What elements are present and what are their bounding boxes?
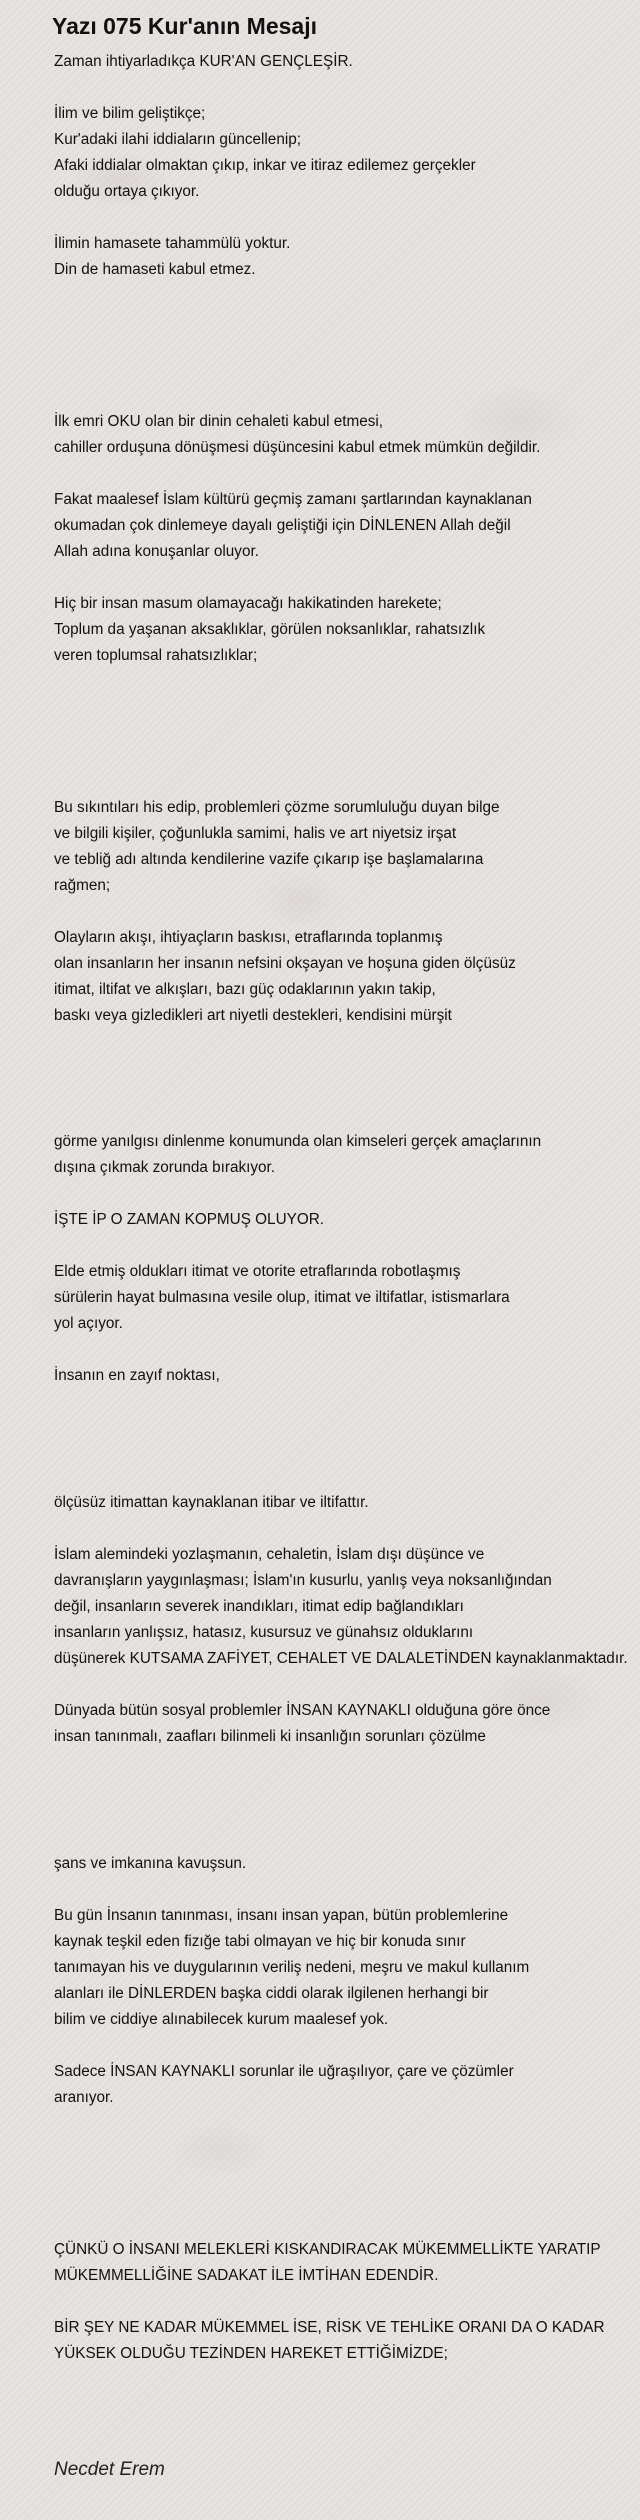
text-line: sürülerin hayat bulmasına vesile olup, itimat ve iltifatlar, istismarlara [54,1289,510,1306]
text-line: ÇÜNKÜ O İNSANI MELEKLERİ KISKANDIRACAK MÜKEMMELLİKTE YARATIP [54,2241,601,2258]
text-line: İlimin hamasete tahammülü yoktur. [54,235,291,252]
text-line: ve bilgili kişiler, çoğunlukla samimi, halis ve art niyetsiz irşat [54,825,457,842]
text-line: cahiller orduşuna dönüşmesi düşüncesini kabul etmek mümkün değildir. [54,439,541,456]
text-line: olan insanların her insanın nefsini okşayan ve hoşuna giden ölçüsüz [54,955,516,972]
text-line: Dünyada bütün sosyal problemler İNSAN KAYNAKLI olduğuna göre önce [54,1702,551,1719]
text-line: BİR ŞEY NE KADAR MÜKEMMEL İSE, RİSK VE TEHLİKE ORANI DA O KADAR [54,2319,605,2336]
text-line: itimat, iltifat ve alkışları, bazı güç odaklarının yakın takip, [54,981,436,998]
text-line: MÜKEMMELLİĞİNE SADAKAT İLE İMTİHAN EDENDİR. [54,2267,439,2284]
text-line: YÜKSEK OLDUĞU TEZİNDEN HAREKET ETTİĞİMİZDE; [54,2345,448,2362]
text-line: görme yanılgısı dinlenme konumunda olan kimseleri gerçek amaçlarının [54,1133,542,1150]
text-line: kaynak teşkil eden fizığe tabi olmayan ve hiç bir konuda sınır [54,1933,466,1950]
text-line: İŞTE İP O ZAMAN KOPMUŞ OLUYOR. [54,1211,325,1228]
text-line: Olayların akışı, ihtiyaçların baskısı, etraflarında toplanmış [54,929,443,946]
text-line: ve tebliğ adı altında kendilerine vazife çıkarıp işe başlamalarına [54,851,484,868]
text-line: Zaman ihtiyarladıkça KUR'AN GENÇLEŞİR. [54,53,353,70]
text-line: Din de hamaseti kabul etmez. [54,261,256,278]
text-line: Kur'adaki ilahi iddiaların güncellenip; [54,131,301,148]
text-line: Toplum da yaşanan aksaklıklar, görülen noksanlıklar, rahatsızlık [54,621,486,638]
text-line: şans ve imkanına kavuşsun. [54,1855,247,1872]
text-line: Bu sıkıntıları his edip, problemleri çözme sorumluluğu duyan bilge [54,799,500,816]
text-line: Afaki iddialar olmaktan çıkıp, inkar ve itiraz edilemez gerçekler [54,157,476,174]
text-line: bilim ve ciddiye alınabilecek kurum maalesef yok. [54,2011,389,2028]
text-line: değil, insanların severek inandıkları, itimat edip bağlandıkları [54,1598,464,1615]
page-title: Yazı 075 Kur'anın Mesajı [52,13,317,39]
text-line: Bu gün İnsanın tanınması, insanı insan yapan, bütün problemlerine [54,1907,509,1924]
text-line: Hiç bir insan masum olamayacağı hakikatinden harekete; [54,595,442,612]
text-line: dışına çıkmak zorunda bırakıyor. [54,1159,276,1176]
text-line: tanımayan his ve duygularının veriliş nedeni, meşru ve makul kullanım [54,1959,530,1976]
text-line: rağmen; [54,877,111,894]
text-line: okumadan çok dinlemeye dayalı geliştiği için DİNLENEN Allah değil [54,517,511,534]
text-line: insan tanınmalı, zaafları bilinmeli ki insanlığın sorunları çözülme [54,1728,486,1745]
text-line: alanları ile DİNLERDEN başka ciddi olarak ilgilenen herhangi bir [54,1985,489,2002]
text-line: İslam alemindeki yozlaşmanın, cehaletin, İslam dışı düşünce ve [54,1546,485,1563]
text-line: Sadece İNSAN KAYNAKLI sorunlar ile uğraşılıyor, çare ve çözümler [54,2063,514,2080]
text-line: insanların yanlışsız, hatasız, kusursuz ve günahsız olduklarını [54,1624,474,1641]
text-line: düşünerek KUTSAMA ZAFİYET, CEHALET VE DALALETİNDEN kaynaklanmaktadır. [54,1650,628,1667]
article [52,0,640,2520]
author-signature: Necdet Erem [54,2459,165,2480]
text-line: olduğu ortaya çıkıyor. [54,183,200,200]
text-line: davranışların yaygınlaşması; İslam'ın kusurlu, yanlış veya noksanlığından [54,1572,552,1589]
text-line: aranıyor. [54,2089,114,2106]
text-line: Elde etmiş oldukları itimat ve otorite etraflarında robotlaşmış [54,1263,461,1280]
text-line: Fakat maalesef İslam kültürü geçmiş zamanı şartlarından kaynaklanan [54,491,532,508]
text-line: İnsanın en zayıf noktası, [54,1367,220,1384]
text-line: ölçüsüz itimattan kaynaklanan itibar ve iltifattır. [54,1494,369,1511]
text-line: Allah adına konuşanlar oluyor. [54,543,259,560]
text-line: baskı veya gizledikleri art niyetli destekleri, kendisini mürşit [54,1007,452,1024]
text-line: veren toplumsal rahatsızlıklar; [54,647,258,664]
text-line: İlk emri OKU olan bir dinin cehaleti kabul etmesi, [54,413,384,430]
text-line: İlim ve bilim geliştikçe; [54,105,206,122]
text-line: yol açıyor. [54,1315,123,1332]
